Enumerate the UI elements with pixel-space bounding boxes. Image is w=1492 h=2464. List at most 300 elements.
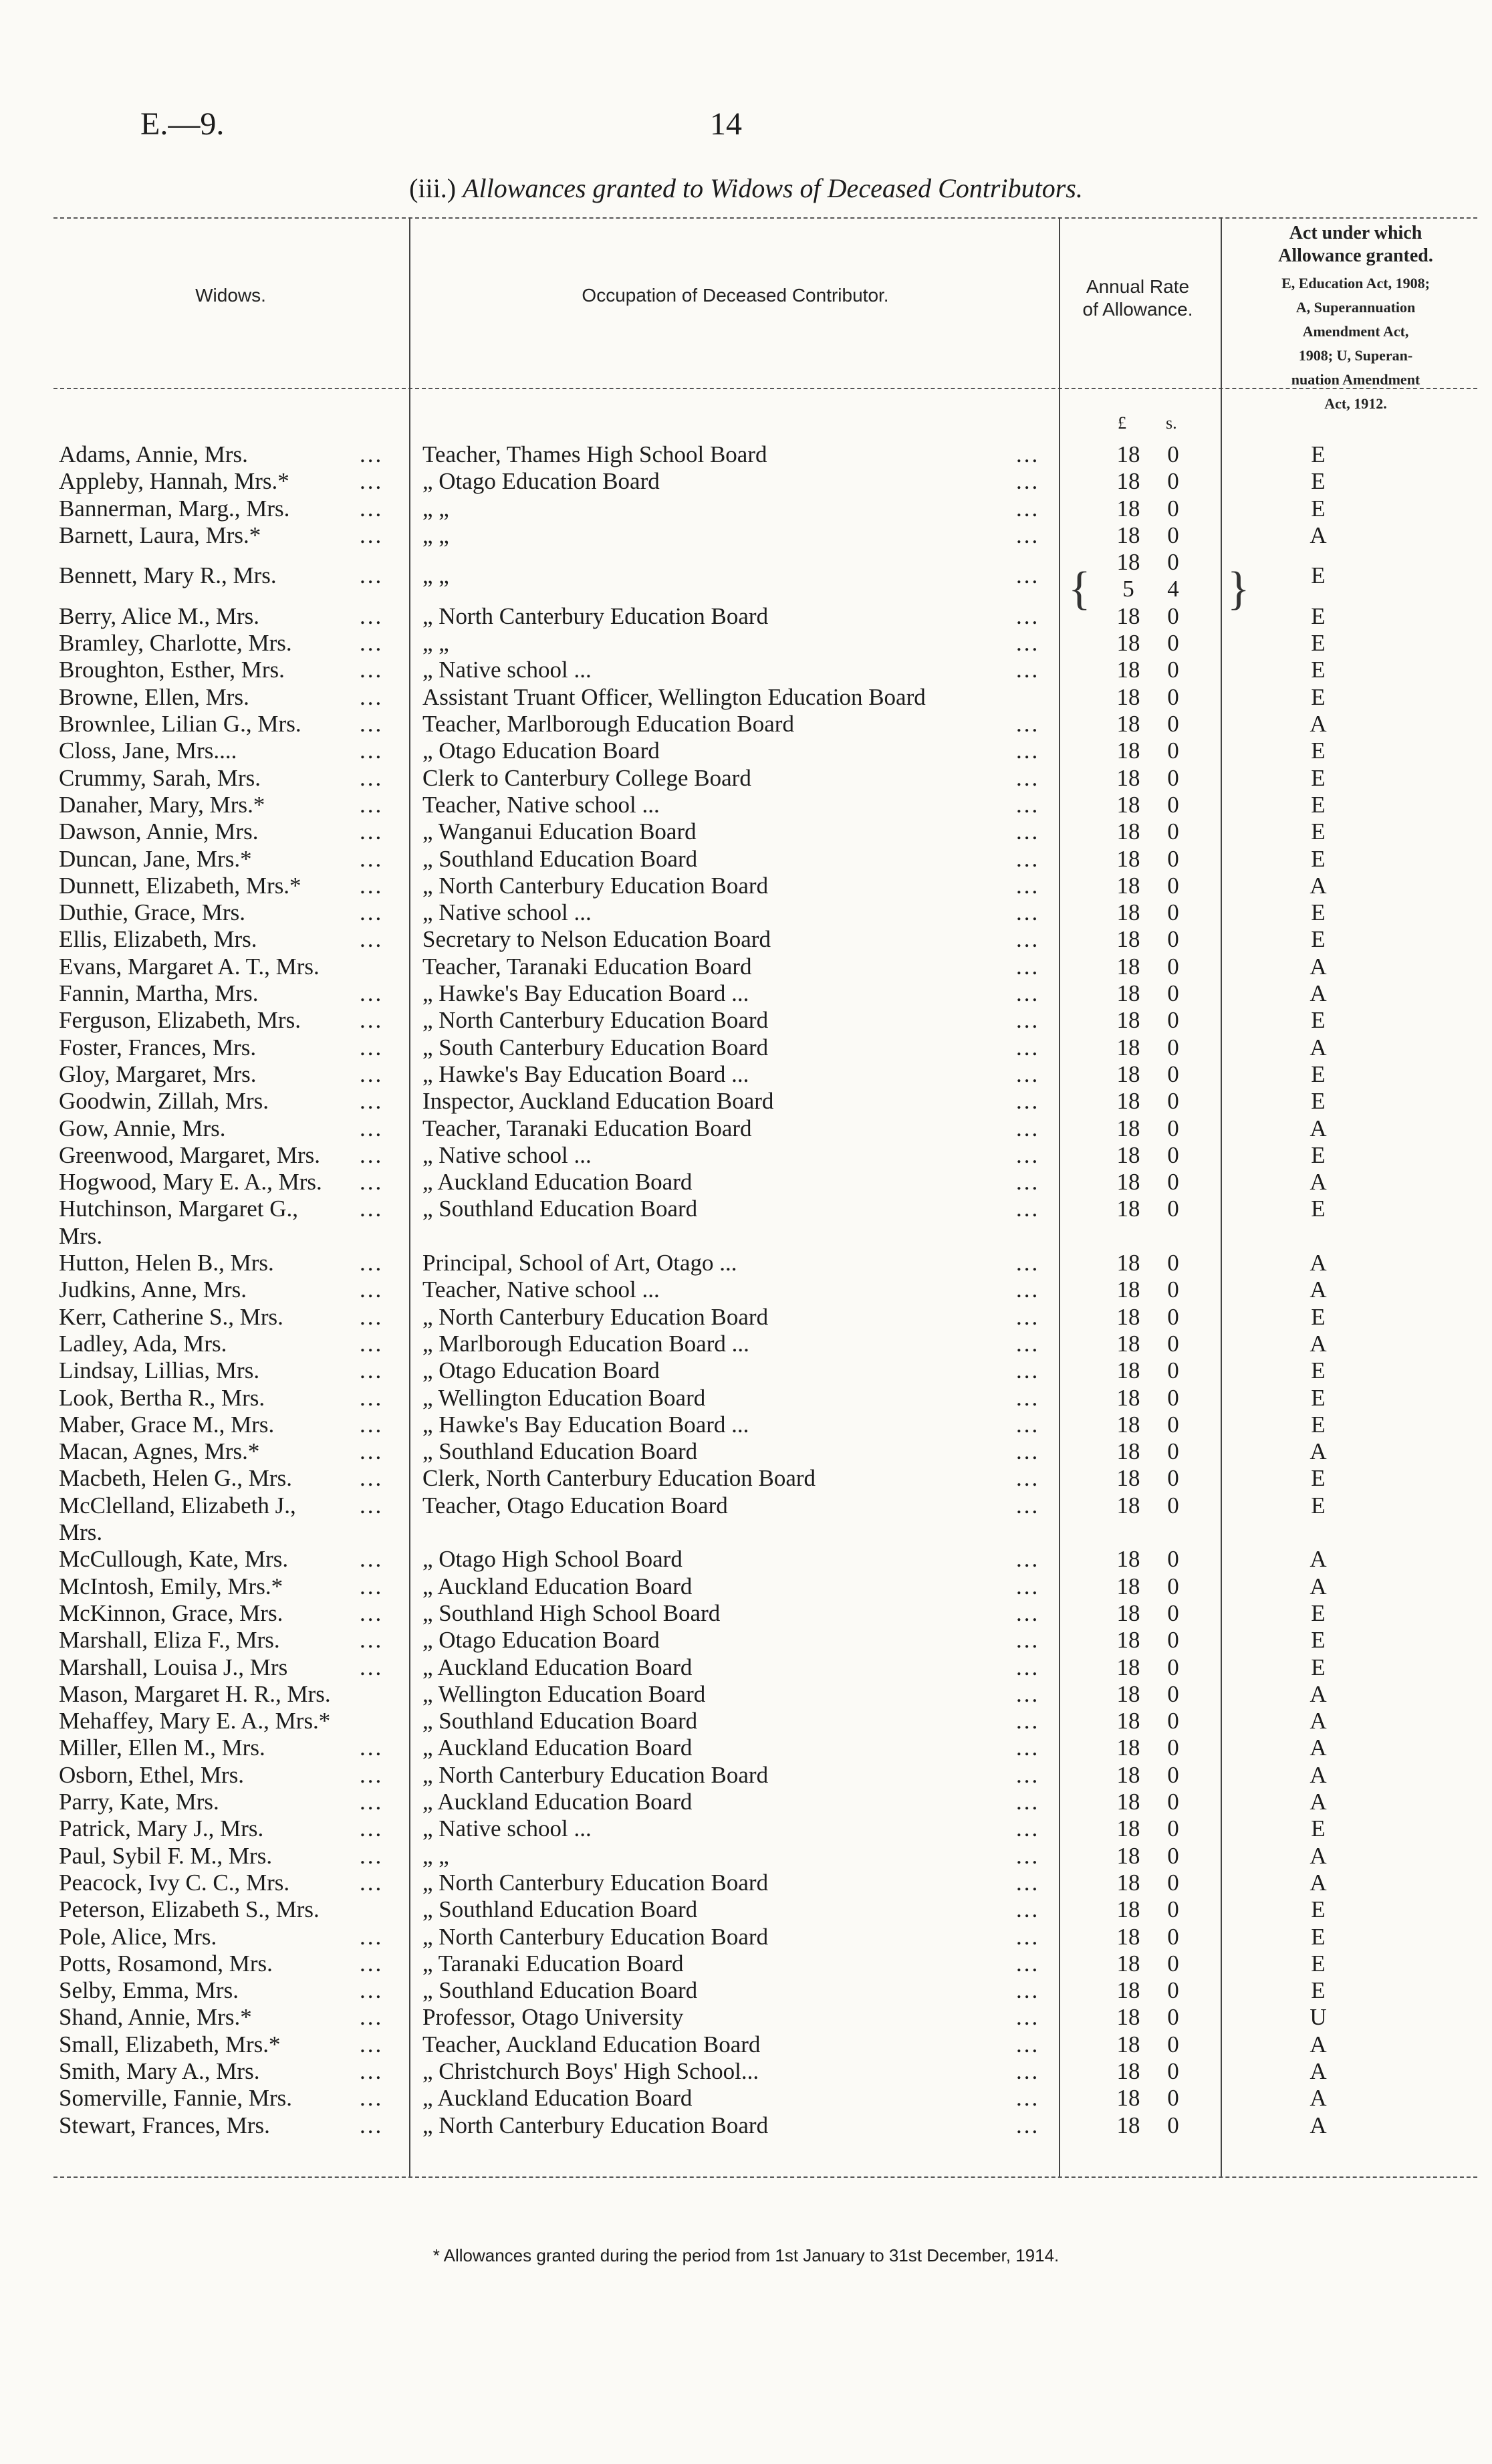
widow-name: Somerville, Fannie, Mrs. xyxy=(59,2085,292,2112)
leader-dots: ... xyxy=(1016,926,1040,953)
widow-name: Dunnett, Elizabeth, Mrs.* xyxy=(59,872,301,899)
occupation: „ Southland Education Board xyxy=(422,1438,698,1465)
rate-shillings: 0 xyxy=(1167,1088,1179,1115)
widow-name: Hutton, Helen B., Mrs. xyxy=(59,1250,274,1276)
rate-pounds-secondary: 5 xyxy=(1122,576,1134,602)
rate-pounds: 18 xyxy=(1116,549,1140,576)
leader-dots: ... xyxy=(1016,1034,1040,1060)
rate-shillings: 0 xyxy=(1167,1923,1179,1950)
widow-name: Foster, Frances, Mrs. xyxy=(59,1034,257,1060)
rate-pounds: 18 xyxy=(1116,1060,1140,1087)
header-rate-line1: Annual Rate xyxy=(1086,276,1190,297)
occupation: Assistant Truant Officer, Wellington Education Board xyxy=(422,683,926,710)
widow-name: Potts, Rosamond, Mrs. xyxy=(59,1950,273,1977)
leader-dots: ... xyxy=(1016,711,1040,737)
act-code: A xyxy=(1310,872,1327,899)
leader-dots: ... xyxy=(360,2085,384,2112)
act-code: E xyxy=(1311,1896,1326,1923)
leader-dots: ... xyxy=(1016,1141,1040,1168)
rate-pounds: 18 xyxy=(1116,1761,1140,1788)
leader-dots: ... xyxy=(360,441,384,467)
rate-shillings: 0 xyxy=(1167,468,1179,495)
rate-pounds: 18 xyxy=(1116,1627,1140,1654)
rate-shillings: 0 xyxy=(1167,441,1179,467)
widow-name: Paul, Sybil F. M., Mrs. xyxy=(59,1842,273,1869)
occupation: „ Southland Education Board xyxy=(422,1708,698,1734)
rate-pounds: 18 xyxy=(1116,1034,1140,1060)
occupation: „ Marlborough Education Board ... xyxy=(422,1330,749,1357)
leader-dots: ... xyxy=(1016,1060,1040,1087)
occupation: „ Hawke's Bay Education Board ... xyxy=(422,1411,749,1438)
header-act-legend-2: A, Superannuation xyxy=(1295,299,1416,316)
leader-dots: ... xyxy=(360,1060,384,1087)
widow-name: Pole, Alice, Mrs. xyxy=(59,1923,217,1950)
rate-shillings: 0 xyxy=(1167,818,1179,845)
rate-pounds: 18 xyxy=(1116,1357,1140,1384)
leader-dots: ... xyxy=(1016,899,1040,926)
header-annual-rate xyxy=(1060,275,1215,321)
rate-pounds: 18 xyxy=(1116,1438,1140,1465)
act-code: E xyxy=(1311,1141,1326,1168)
leader-dots: ... xyxy=(360,1977,384,2004)
table-title xyxy=(0,173,1492,204)
leader-dots: ... xyxy=(1016,872,1040,899)
leader-dots: ... xyxy=(360,1357,384,1384)
rate-pounds: 18 xyxy=(1116,2004,1140,2031)
leader-dots: ... xyxy=(360,1034,384,1060)
widow-name: Miller, Ellen M., Mrs. xyxy=(59,1734,265,1761)
rate-pounds: 18 xyxy=(1116,1923,1140,1950)
act-code: A xyxy=(1310,1034,1327,1060)
footnote: * Allowances granted during the period from 1st January to 31st December, 1914. xyxy=(432,2245,1060,2265)
occupation: Teacher, Taranaki Education Board xyxy=(422,953,752,980)
leader-dots: ... xyxy=(1016,1977,1040,2004)
leader-dots: ... xyxy=(1016,1169,1040,1196)
widow-name: Macan, Agnes, Mrs.* xyxy=(59,1438,260,1465)
header-act-line2: Allowance granted. xyxy=(1278,245,1433,266)
leader-dots: ... xyxy=(1016,1411,1040,1438)
leader-dots: ... xyxy=(1016,495,1040,522)
rate-shillings: 0 xyxy=(1167,1627,1179,1654)
leader-dots: ... xyxy=(1016,1869,1040,1896)
rate-shillings: 0 xyxy=(1167,738,1179,764)
widow-name: Lindsay, Lillias, Mrs. xyxy=(59,1357,260,1384)
leader-dots: ... xyxy=(360,2058,384,2084)
leader-dots: ... xyxy=(360,468,384,495)
widow-name: Ferguson, Elizabeth, Mrs. xyxy=(59,1007,301,1034)
leader-dots: ... xyxy=(360,899,384,926)
occupation: „ Native school ... xyxy=(422,1141,592,1168)
rate-shillings: 0 xyxy=(1167,711,1179,737)
widow-name: Small, Elizabeth, Mrs.* xyxy=(59,2031,281,2057)
act-code: A xyxy=(1310,1438,1327,1465)
act-code: E xyxy=(1311,899,1326,926)
rate-shillings: 0 xyxy=(1167,845,1179,872)
leader-dots: ... xyxy=(1016,2031,1040,2057)
leader-dots: ... xyxy=(1016,1950,1040,1977)
rate-pounds: 18 xyxy=(1116,630,1140,657)
leader-dots: ... xyxy=(1016,1007,1040,1034)
rate-pounds: 18 xyxy=(1116,1734,1140,1761)
rate-shillings: 0 xyxy=(1167,1060,1179,1087)
leader-dots: ... xyxy=(1016,1492,1040,1519)
widow-name: Peacock, Ivy C. C., Mrs. xyxy=(59,1869,290,1896)
occupation: Inspector, Auckland Education Board xyxy=(422,1088,774,1115)
act-code: A xyxy=(1310,1708,1327,1734)
occupation: „ Southland Education Board xyxy=(422,845,698,872)
leader-dots: ... xyxy=(360,1546,384,1573)
widow-name: Gloy, Margaret, Mrs. xyxy=(59,1060,257,1087)
leader-dots: ... xyxy=(1016,1842,1040,1869)
act-code: A xyxy=(1310,2058,1327,2084)
rate-pounds: 18 xyxy=(1116,1950,1140,1977)
act-code: A xyxy=(1310,953,1327,980)
rate-shillings: 0 xyxy=(1167,2004,1179,2031)
leader-dots: ... xyxy=(360,872,384,899)
rate-pounds: 18 xyxy=(1116,657,1140,683)
rate-pounds: 18 xyxy=(1116,1276,1140,1303)
leader-dots: ... xyxy=(1016,630,1040,657)
leader-dots: ... xyxy=(1016,2085,1040,2112)
rate-pounds: 18 xyxy=(1116,1573,1140,1599)
rate-shillings: 0 xyxy=(1167,1708,1179,1734)
leader-dots: ... xyxy=(360,1492,384,1519)
leader-dots: ... xyxy=(1016,522,1040,548)
leader-dots: ... xyxy=(1016,1088,1040,1115)
leader-dots: ... xyxy=(1016,2004,1040,2031)
act-code: A xyxy=(1310,1789,1327,1815)
title-text: Allowances granted to Widows of Deceased Contributors. xyxy=(463,173,1083,203)
widow-name: Smith, Mary A., Mrs. xyxy=(59,2058,260,2084)
act-code: A xyxy=(1310,1734,1327,1761)
leader-dots: ... xyxy=(1016,1330,1040,1357)
leader-dots: ... xyxy=(360,926,384,953)
rate-pounds: 18 xyxy=(1116,872,1140,899)
occupation: „ Hawke's Bay Education Board ... xyxy=(422,980,749,1006)
rate-pounds: 18 xyxy=(1116,1465,1140,1492)
rate-pounds: 18 xyxy=(1116,1599,1140,1626)
occupation: „ Auckland Education Board xyxy=(422,1789,693,1815)
widow-name: Danaher, Mary, Mrs.* xyxy=(59,791,265,818)
occupation: „ „ xyxy=(422,630,449,657)
widow-name: Mason, Margaret H. R., Mrs. xyxy=(59,1680,331,1707)
occupation: „ North Canterbury Education Board xyxy=(422,1303,769,1330)
occupation: Teacher, Auckland Education Board xyxy=(422,2031,761,2057)
act-code: A xyxy=(1310,980,1327,1006)
act-code: E xyxy=(1311,630,1326,657)
act-code: A xyxy=(1310,1869,1327,1896)
leader-dots: ... xyxy=(1016,1196,1040,1222)
rate-shillings: 0 xyxy=(1167,1842,1179,1869)
rate-shillings: 0 xyxy=(1167,602,1179,629)
occupation: „ North Canterbury Education Board xyxy=(422,1923,769,1950)
act-code: E xyxy=(1311,1357,1326,1384)
widow-name-continuation: Mrs. xyxy=(59,1519,103,1545)
occupation: „ North Canterbury Education Board xyxy=(422,1007,769,1034)
rate-shillings: 0 xyxy=(1167,2031,1179,2057)
rate-pounds: 18 xyxy=(1116,495,1140,522)
widow-name: Patrick, Mary J., Mrs. xyxy=(59,1815,264,1842)
leader-dots: ... xyxy=(360,1088,384,1115)
leader-dots: ... xyxy=(360,1465,384,1492)
leader-dots: ... xyxy=(360,764,384,791)
occupation: „ „ xyxy=(422,522,449,548)
rate-pounds: 18 xyxy=(1116,764,1140,791)
act-code: E xyxy=(1311,1977,1326,2004)
act-code: E xyxy=(1311,468,1326,495)
occupation: Teacher, Thames High School Board xyxy=(422,441,767,467)
occupation: Clerk, North Canterbury Education Board xyxy=(422,1465,816,1492)
rate-pounds: 18 xyxy=(1116,522,1140,548)
leader-dots: ... xyxy=(1016,468,1040,495)
act-code: E xyxy=(1311,1196,1326,1222)
page-id: E.—9. xyxy=(140,106,225,142)
leader-dots: ... xyxy=(360,1007,384,1034)
occupation: „ Native school ... xyxy=(422,899,592,926)
occupation: „ Taranaki Education Board xyxy=(422,1950,684,1977)
rate-pounds: 18 xyxy=(1116,980,1140,1006)
leader-dots: ... xyxy=(360,683,384,710)
act-code: A xyxy=(1310,1680,1327,1707)
rate-shillings: 0 xyxy=(1167,1141,1179,1168)
widow-name: Fannin, Martha, Mrs. xyxy=(59,980,259,1006)
leader-dots: ... xyxy=(360,818,384,845)
act-code: E xyxy=(1311,1060,1326,1087)
leader-dots: ... xyxy=(360,1599,384,1626)
rate-pounds: 18 xyxy=(1116,1654,1140,1680)
widow-name: Crummy, Sarah, Mrs. xyxy=(59,764,261,791)
rate-shillings: 0 xyxy=(1167,899,1179,926)
widow-name: Berry, Alice M., Mrs. xyxy=(59,602,260,629)
widow-name: Ellis, Elizabeth, Mrs. xyxy=(59,926,257,953)
occupation: „ North Canterbury Education Board xyxy=(422,2112,769,2138)
leader-dots: ... xyxy=(1016,1708,1040,1734)
rate-pounds: 18 xyxy=(1116,1815,1140,1842)
rate-pounds: 18 xyxy=(1116,926,1140,953)
leader-dots: ... xyxy=(360,630,384,657)
header-rate-line2: of Allowance. xyxy=(1082,299,1193,320)
leader-dots: ... xyxy=(360,791,384,818)
act-code: E xyxy=(1311,926,1326,953)
unit-pounds: £ xyxy=(1118,413,1126,433)
occupation: Teacher, Taranaki Education Board xyxy=(422,1115,752,1141)
act-code: E xyxy=(1311,602,1326,629)
act-code: A xyxy=(1310,1546,1327,1573)
occupation: „ Otago Education Board xyxy=(422,738,660,764)
rate-pounds: 18 xyxy=(1116,1869,1140,1896)
rate-shillings: 0 xyxy=(1167,1950,1179,1977)
rate-shillings: 0 xyxy=(1167,1330,1179,1357)
leader-dots: ... xyxy=(360,1654,384,1680)
occupation: Teacher, Native school ... xyxy=(422,1276,660,1303)
rate-shillings: 0 xyxy=(1167,2058,1179,2084)
rate-shillings: 0 xyxy=(1167,1276,1179,1303)
widow-name: Stewart, Frances, Mrs. xyxy=(59,2112,270,2138)
leader-dots: ... xyxy=(360,1815,384,1842)
rate-shillings: 0 xyxy=(1167,657,1179,683)
rate-pounds: 18 xyxy=(1116,1977,1140,2004)
rate-shillings: 0 xyxy=(1167,1734,1179,1761)
occupation: „ Native school ... xyxy=(422,1815,592,1842)
occupation: „ Auckland Education Board xyxy=(422,1734,693,1761)
rate-pounds: 18 xyxy=(1116,1169,1140,1196)
act-code: A xyxy=(1310,1276,1327,1303)
act-code: E xyxy=(1311,818,1326,845)
occupation: „ Auckland Education Board xyxy=(422,2085,693,2112)
rate-shillings: 0 xyxy=(1167,926,1179,953)
rate-shillings: 0 xyxy=(1167,953,1179,980)
act-code: E xyxy=(1311,1384,1326,1411)
rate-shillings: 0 xyxy=(1167,1789,1179,1815)
occupation: „ Auckland Education Board xyxy=(422,1654,693,1680)
widow-name: Osborn, Ethel, Mrs. xyxy=(59,1761,245,1788)
occupation: Teacher, Marlborough Education Board xyxy=(422,711,794,737)
leader-dots: ... xyxy=(1016,1761,1040,1788)
rate-pounds: 18 xyxy=(1116,683,1140,710)
rate-shillings: 0 xyxy=(1167,980,1179,1006)
rate-shillings: 0 xyxy=(1167,1680,1179,1707)
rate-shillings: 0 xyxy=(1167,522,1179,548)
act-code: E xyxy=(1311,738,1326,764)
act-code: E xyxy=(1311,657,1326,683)
rate-shillings: 0 xyxy=(1167,1411,1179,1438)
rate-shillings: 0 xyxy=(1167,1007,1179,1034)
rate-shillings: 0 xyxy=(1167,1303,1179,1330)
leader-dots: ... xyxy=(360,1869,384,1896)
leader-dots: ... xyxy=(1016,845,1040,872)
rate-pounds: 18 xyxy=(1116,602,1140,629)
act-code: E xyxy=(1311,1950,1326,1977)
leader-dots: ... xyxy=(360,1384,384,1411)
header-act-legend-4: 1908; U, Superan- xyxy=(1298,347,1413,364)
occupation: „ Southland Education Board xyxy=(422,1896,698,1923)
widow-name: Broughton, Esther, Mrs. xyxy=(59,657,285,683)
leader-dots: ... xyxy=(1016,1599,1040,1626)
leader-dots: ... xyxy=(360,1761,384,1788)
rate-pounds: 18 xyxy=(1116,1330,1140,1357)
leader-dots: ... xyxy=(360,1789,384,1815)
rate-shillings: 0 xyxy=(1167,1896,1179,1923)
act-code: E xyxy=(1311,1303,1326,1330)
rate-pounds: 18 xyxy=(1116,441,1140,467)
occupation: „ Wellington Education Board xyxy=(422,1680,706,1707)
act-code: A xyxy=(1310,1330,1327,1357)
leader-dots: ... xyxy=(1016,1384,1040,1411)
column-divider-1 xyxy=(409,217,410,2176)
occupation: „ „ xyxy=(422,1842,449,1869)
occupation: „ Wanganui Education Board xyxy=(422,818,697,845)
widow-name: Evans, Margaret A. T., Mrs. xyxy=(59,953,320,980)
act-code: U xyxy=(1310,2004,1327,2031)
page-number: 14 xyxy=(710,106,742,142)
widow-name: Judkins, Anne, Mrs. xyxy=(59,1276,247,1303)
widow-name: Browne, Ellen, Mrs. xyxy=(59,683,249,710)
leader-dots: ... xyxy=(1016,818,1040,845)
act-code: A xyxy=(1310,1842,1327,1869)
leader-dots: ... xyxy=(1016,602,1040,629)
rate-shillings: 0 xyxy=(1167,1465,1179,1492)
widow-name: McCullough, Kate, Mrs. xyxy=(59,1546,289,1573)
rate-pounds: 18 xyxy=(1116,1411,1140,1438)
widow-name: Mehaffey, Mary E. A., Mrs.* xyxy=(59,1708,331,1734)
rate-pounds: 18 xyxy=(1116,1680,1140,1707)
occupation: „ Otago Education Board xyxy=(422,468,660,495)
occupation: „ Native school ... xyxy=(422,657,592,683)
act-code: E xyxy=(1311,1923,1326,1950)
leader-dots: ... xyxy=(1016,1465,1040,1492)
header-act xyxy=(1222,222,1489,412)
act-code: A xyxy=(1310,522,1327,548)
rate-shillings: 0 xyxy=(1167,1869,1179,1896)
leader-dots: ... xyxy=(1016,1276,1040,1303)
occupation: „ „ xyxy=(422,495,449,522)
rate-pounds: 18 xyxy=(1116,1708,1140,1734)
occupation: „ Otago Education Board xyxy=(422,1357,660,1384)
act-code: E xyxy=(1311,1465,1326,1492)
table-bottom-rule xyxy=(53,2176,1477,2178)
leader-dots: ... xyxy=(1016,1923,1040,1950)
leader-dots: ... xyxy=(360,522,384,548)
act-code: E xyxy=(1311,1492,1326,1519)
rate-shillings: 0 xyxy=(1167,1492,1179,1519)
widow-name: Look, Bertha R., Mrs. xyxy=(59,1384,265,1411)
leader-dots: ... xyxy=(1016,1357,1040,1384)
leader-dots: ... xyxy=(360,1438,384,1465)
occupation: „ Southland Education Board xyxy=(422,1977,698,2004)
leader-dots: ... xyxy=(1016,1303,1040,1330)
column-divider-3 xyxy=(1221,217,1222,2176)
rate-pounds: 18 xyxy=(1116,1546,1140,1573)
rate-pounds: 18 xyxy=(1116,1789,1140,1815)
leader-dots: ... xyxy=(360,1573,384,1599)
leader-dots: ... xyxy=(360,1303,384,1330)
occupation: Secretary to Nelson Education Board xyxy=(422,926,771,953)
widow-name: McClelland, Elizabeth J., xyxy=(59,1492,296,1519)
widow-name: Kerr, Catherine S., Mrs. xyxy=(59,1303,283,1330)
rate-pounds: 18 xyxy=(1116,1196,1140,1222)
rate-shillings: 0 xyxy=(1167,764,1179,791)
leader-dots: ... xyxy=(1016,1573,1040,1599)
rate-shillings: 0 xyxy=(1167,1384,1179,1411)
rate-pounds: 18 xyxy=(1116,791,1140,818)
rate-pounds: 18 xyxy=(1116,1115,1140,1141)
leader-dots: ... xyxy=(1016,980,1040,1006)
widow-name: Bennett, Mary R., Mrs. xyxy=(59,562,277,589)
leader-dots: ... xyxy=(1016,1815,1040,1842)
header-act-legend-1: E, Education Act, 1908; xyxy=(1281,275,1430,292)
rate-shillings: 0 xyxy=(1167,683,1179,710)
rate-shillings: 0 xyxy=(1167,1196,1179,1222)
rate-shillings: 0 xyxy=(1167,1357,1179,1384)
widow-name: Goodwin, Zillah, Mrs. xyxy=(59,1088,269,1115)
occupation: „ North Canterbury Education Board xyxy=(422,1761,769,1788)
widow-name: Shand, Annie, Mrs.* xyxy=(59,2004,252,2031)
rate-pounds: 18 xyxy=(1116,1492,1140,1519)
header-act-legend-3: Amendment Act, xyxy=(1302,323,1409,340)
occupation: „ North Canterbury Education Board xyxy=(422,872,769,899)
leader-dots: ... xyxy=(360,2031,384,2057)
rate-shillings: 0 xyxy=(1167,2112,1179,2138)
occupation: Teacher, Native school ... xyxy=(422,791,660,818)
act-code: E xyxy=(1311,683,1326,710)
act-code: E xyxy=(1311,764,1326,791)
leader-dots: ... xyxy=(360,1411,384,1438)
leader-dots: ... xyxy=(360,1276,384,1303)
leader-dots: ... xyxy=(360,602,384,629)
rate-pounds: 18 xyxy=(1116,1250,1140,1276)
rate-pounds: 18 xyxy=(1116,818,1140,845)
act-code: E xyxy=(1311,1599,1326,1626)
